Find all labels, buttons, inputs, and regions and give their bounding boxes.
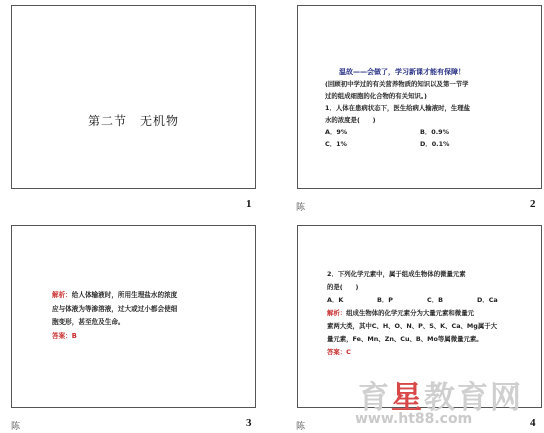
slide-number: 3 xyxy=(246,417,252,429)
answer-text: 答案：C xyxy=(327,348,351,356)
analysis-label: 解析： xyxy=(52,291,72,299)
slide-number: 4 xyxy=(530,417,536,429)
slide-number: 2 xyxy=(530,198,536,210)
answer-text: 答案：B xyxy=(52,331,77,340)
text-line: 的是( ) xyxy=(327,283,359,291)
text-line: 2．下列化学元素中，属于组成生物体的微量元素 xyxy=(327,270,466,278)
text-line: 胞变形，甚至危及生命。 xyxy=(52,318,125,326)
slide-heading: 温故——会做了，学习新课才能有保障！ xyxy=(339,68,465,76)
analysis-label: 解析： xyxy=(327,309,347,317)
site-watermark-url: www.ht88.com xyxy=(355,411,473,427)
watermark-star-char: 星 xyxy=(391,380,424,416)
option: A．K xyxy=(327,296,344,304)
question-block xyxy=(325,78,525,150)
slide-title: 第二节 无机物 xyxy=(87,114,179,128)
text-line: (回顾初中学过的有关营养物质的知识以及第一节学 xyxy=(325,80,469,88)
text-line: 素两大类，其中C、H、O、N、P、S、K、Ca、Mg属于大 xyxy=(327,322,498,330)
question-block xyxy=(327,268,532,359)
note-marker: 陈 xyxy=(296,203,306,213)
note-marker: 陈 xyxy=(296,422,306,432)
options-row xyxy=(327,294,527,307)
option: C．1% xyxy=(325,140,347,148)
text-line: 组成生物体的化学元素分为大量元素和微量元 xyxy=(346,309,474,317)
options-row xyxy=(325,138,515,150)
text-line: 应与体液为等渗溶液，过大或过小都会使细 xyxy=(52,304,178,313)
text-line: 给人体输液时，所用生理盐水的浓度 xyxy=(71,291,178,299)
option: D．Ca xyxy=(477,296,498,304)
text-line: 水的浓度是( ) xyxy=(325,116,376,124)
note-marker: 陈 xyxy=(11,422,21,432)
option: D．0.1% xyxy=(420,140,450,148)
text-line: 量元素，Fe、Mn、Zn、Cu、B、Mo等属微量元素。 xyxy=(327,335,483,343)
options-row xyxy=(325,126,515,138)
option: B．P xyxy=(377,296,393,304)
watermark-text: 育 xyxy=(358,380,391,416)
slide-1[interactable] xyxy=(11,5,256,189)
option: B．0.9% xyxy=(420,128,449,136)
slide-number: 1 xyxy=(246,198,252,210)
option: A．9% xyxy=(325,128,348,136)
text-line: 过的组成细胞的化合物的有关知识。) xyxy=(325,92,427,100)
watermark-text: 教育网 xyxy=(424,380,523,416)
analysis-block xyxy=(52,289,242,343)
text-line: 1．人体在患病状态下，医生给病人输液时，生理盐 xyxy=(325,104,471,112)
option: C．B xyxy=(427,296,443,304)
